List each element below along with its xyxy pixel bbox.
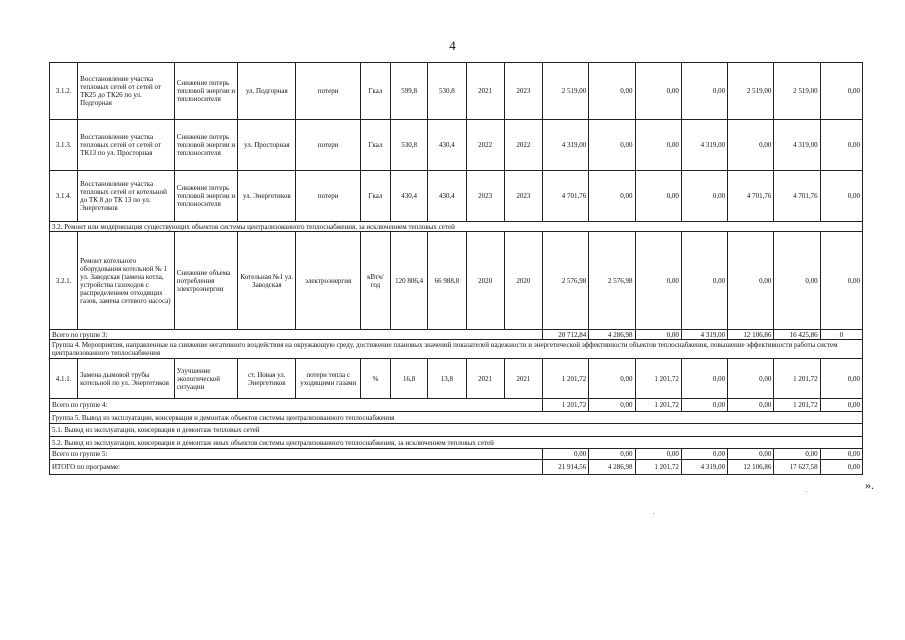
- amount-cell: 0,00: [635, 171, 681, 222]
- amount-cell: 20 712,84: [542, 330, 588, 340]
- event-name: Восстановление участка тепловых сетей от сетей от ТК25 до ТК26 по ул. Подгорная: [78, 63, 175, 120]
- subtotal-label: Всего по группе 3:: [50, 330, 543, 340]
- amount-cell: 0,00: [820, 460, 862, 475]
- amount-cell: 16 425,86: [774, 330, 820, 340]
- amount-cell: 0,00: [681, 63, 727, 120]
- section-row: [50, 437, 863, 449]
- subtotal-label: Всего по группе 5:: [50, 449, 543, 460]
- amount-cell: 2 576,98: [589, 232, 635, 330]
- amount-cell: 0,00: [728, 232, 774, 330]
- subtotal-row: [50, 330, 863, 340]
- amount-cell: 0,00: [820, 120, 862, 171]
- scan-speck: [806, 491, 807, 492]
- amount-cell: 1 201,72: [774, 359, 820, 399]
- event-name: Восстановление участка тепловых сетей от сетей от ТК13 по ул. Просторная: [78, 120, 175, 171]
- amount-cell: 0,00: [635, 232, 681, 330]
- amount-cell: 0,00: [635, 63, 681, 120]
- end-year: 2020: [504, 232, 542, 330]
- amount-cell: 0,00: [820, 63, 862, 120]
- event-location: ст. Новая ул. Энергетиков: [238, 359, 296, 399]
- indicator: потери тепла с уходящими газами: [296, 359, 360, 399]
- amount-cell: 4 701,76: [542, 171, 588, 222]
- amount-cell: 0,00: [820, 232, 862, 330]
- event-location: ул. Подгорная: [238, 63, 296, 120]
- section-row: [50, 222, 863, 232]
- section-row: [50, 340, 863, 359]
- row-number: 3.1.2.: [50, 63, 78, 120]
- event-location: ул. Энергетиков: [238, 171, 296, 222]
- amount-cell: 17 627,58: [774, 460, 820, 475]
- group-title: Группа 4. Мероприятия, направленные на снижение негативного воздействия на окружающую среду, достижение плановых значений показателей надежности и энергетической эффективности объектов теплоснабжения, повышение эффективности работы систем централизованного теплоснабжения: [50, 340, 863, 359]
- scan-speck: [653, 513, 654, 514]
- end-year: 2022: [504, 120, 542, 171]
- amount-cell: 0,00: [589, 120, 635, 171]
- event-goal: Снижение потерь тепловой энергии и теплоносителя: [174, 171, 237, 222]
- indicator: электроэнергия: [296, 232, 360, 330]
- amount-cell: 1 201,72: [542, 399, 588, 412]
- amount-cell: 4 319,00: [681, 120, 727, 171]
- value-after: 13,8: [428, 359, 466, 399]
- amount-cell: 1 201,72: [635, 359, 681, 399]
- amount-cell: 12 106,86: [728, 330, 774, 340]
- row-number: 3.1.4.: [50, 171, 78, 222]
- value-after: 430,4: [428, 171, 466, 222]
- unit: Гкал: [360, 171, 390, 222]
- value-before: 599,8: [391, 63, 428, 120]
- amount-cell: 4 319,00: [681, 460, 727, 475]
- amount-cell: 0,00: [681, 232, 727, 330]
- value-before: 430,4: [391, 171, 428, 222]
- amount-cell: 21 914,56: [542, 460, 588, 475]
- amount-cell: 0,00: [728, 449, 774, 460]
- amount-cell: 4 286,98: [589, 460, 635, 475]
- amount-cell: 2 519,00: [542, 63, 588, 120]
- unit: Гкал: [360, 120, 390, 171]
- value-before: 530,8: [391, 120, 428, 171]
- amount-cell: 2 519,00: [774, 63, 820, 120]
- subtotal-row: [50, 399, 863, 412]
- amount-cell: 0,00: [774, 232, 820, 330]
- section-title: 5.2. Вывод из эксплуатации, консервация и демонтаж иных объектов системы централизованного теплоснабжения, за исключением тепловых сетей: [50, 437, 863, 449]
- value-before: 16,8: [391, 359, 428, 399]
- amount-cell: 0,00: [635, 330, 681, 340]
- amount-cell: 1 201,72: [635, 460, 681, 475]
- amount-cell: 4 701,76: [774, 171, 820, 222]
- program-table: [49, 62, 863, 475]
- start-year: 2023: [466, 171, 504, 222]
- amount-cell: 0,00: [820, 399, 862, 412]
- amount-cell: 0,00: [728, 399, 774, 412]
- amount-cell: 1 201,72: [542, 359, 588, 399]
- amount-cell: 0,00: [635, 449, 681, 460]
- page-number: 4: [449, 38, 456, 53]
- amount-cell: 4 701,76: [728, 171, 774, 222]
- event-goal: Снижение объема потребления электроэнергии: [174, 232, 237, 330]
- amount-cell: 0,00: [681, 359, 727, 399]
- row-number: 3.2.1.: [50, 232, 78, 330]
- section-title: 3.2. Ремонт или модернизация существующих объектов системы централизованного теплоснабжения, за исключением тепловых сетей: [50, 222, 863, 232]
- amount-cell: 0,00: [542, 449, 588, 460]
- amount-cell: 0,00: [681, 399, 727, 412]
- indicator: потери: [296, 63, 360, 120]
- amount-cell: 0,00: [820, 359, 862, 399]
- end-year: 2023: [504, 63, 542, 120]
- value-after: 430,4: [428, 120, 466, 171]
- table-row: [50, 359, 863, 399]
- value-after: 530,8: [428, 63, 466, 120]
- indicator: потери: [296, 120, 360, 171]
- amount-cell: 0,00: [589, 359, 635, 399]
- amount-cell: 0,00: [820, 171, 862, 222]
- event-goal: Снижение потерь тепловой энергии и теплоносителя: [174, 120, 237, 171]
- amount-cell: 1 201,72: [774, 399, 820, 412]
- amount-cell: 4 319,00: [681, 330, 727, 340]
- amount-cell: 4 319,00: [774, 120, 820, 171]
- event-name: Восстановление участка тепловых сетей от котельной до ТК 8 до ТК 13 по ул. Энергетиков: [78, 171, 175, 222]
- amount-cell: 2 576,98: [542, 232, 588, 330]
- indicator: потери: [296, 171, 360, 222]
- table-row: [50, 63, 863, 120]
- row-number: 3.1.3.: [50, 120, 78, 171]
- amount-cell: 2 519,00: [728, 63, 774, 120]
- start-year: 2021: [466, 63, 504, 120]
- amount-cell: 0,00: [589, 449, 635, 460]
- total-label: ИТОГО по программе:: [50, 460, 543, 475]
- start-year: 2020: [466, 232, 504, 330]
- amount-cell: 0,00: [589, 63, 635, 120]
- amount-cell: 12 106,86: [728, 460, 774, 475]
- event-name: Замена дымовой трубы котельной по ул. Энергетиков: [78, 359, 175, 399]
- amount-cell: 0: [820, 330, 862, 340]
- amount-cell: 0,00: [589, 399, 635, 412]
- event-goal: Улучшение экологической ситуации: [174, 359, 237, 399]
- section-row: [50, 424, 863, 437]
- start-year: 2022: [466, 120, 504, 171]
- unit: %: [360, 359, 390, 399]
- amount-cell: 0,00: [681, 449, 727, 460]
- amount-cell: 1 201,72: [635, 399, 681, 412]
- section-row: [50, 412, 863, 424]
- end-year: 2023: [504, 171, 542, 222]
- event-location: ул. Просторная: [238, 120, 296, 171]
- amount-cell: 0,00: [681, 171, 727, 222]
- table-row: [50, 171, 863, 222]
- row-number: 4.1.1.: [50, 359, 78, 399]
- value-before: 120 806,4: [391, 232, 428, 330]
- amount-cell: 4 319,00: [542, 120, 588, 171]
- total-row: [50, 460, 863, 475]
- end-year: 2021: [504, 359, 542, 399]
- group-title: Группа 5. Вывод из эксплуатации, консервация и демонтаж объектов системы централизованного теплоснабжения: [50, 412, 863, 424]
- amount-cell: 0,00: [774, 449, 820, 460]
- amount-cell: 0,00: [728, 359, 774, 399]
- event-goal: Снижение потерь тепловой энергии и теплоносителя: [174, 63, 237, 120]
- subtotal-label: Всего по группе 4:: [50, 399, 543, 412]
- amount-cell: 0,00: [820, 449, 862, 460]
- table-row: [50, 232, 863, 330]
- amount-cell: 0,00: [728, 120, 774, 171]
- value-after: 66 988,8: [428, 232, 466, 330]
- unit: кВтч/ год: [360, 232, 390, 330]
- amount-cell: 4 286,98: [589, 330, 635, 340]
- closing-quote-mark: ».: [865, 478, 874, 492]
- event-location: Котельная №1 ул. Заводская: [238, 232, 296, 330]
- table-row: [50, 120, 863, 171]
- section-title: 5.1. Вывод из эксплуатации, консервация и демонтаж тепловых сетей: [50, 424, 863, 437]
- unit: Гкал: [360, 63, 390, 120]
- subtotal-row: [50, 449, 863, 460]
- amount-cell: 0,00: [635, 120, 681, 171]
- amount-cell: 0,00: [589, 171, 635, 222]
- event-name: Ремонт котельного оборудования котельной № 1 ул. Заводская (замена котла, устройства газоходов с распределением отходящих газов, замена сетевого насоса): [78, 232, 175, 330]
- start-year: 2021: [466, 359, 504, 399]
